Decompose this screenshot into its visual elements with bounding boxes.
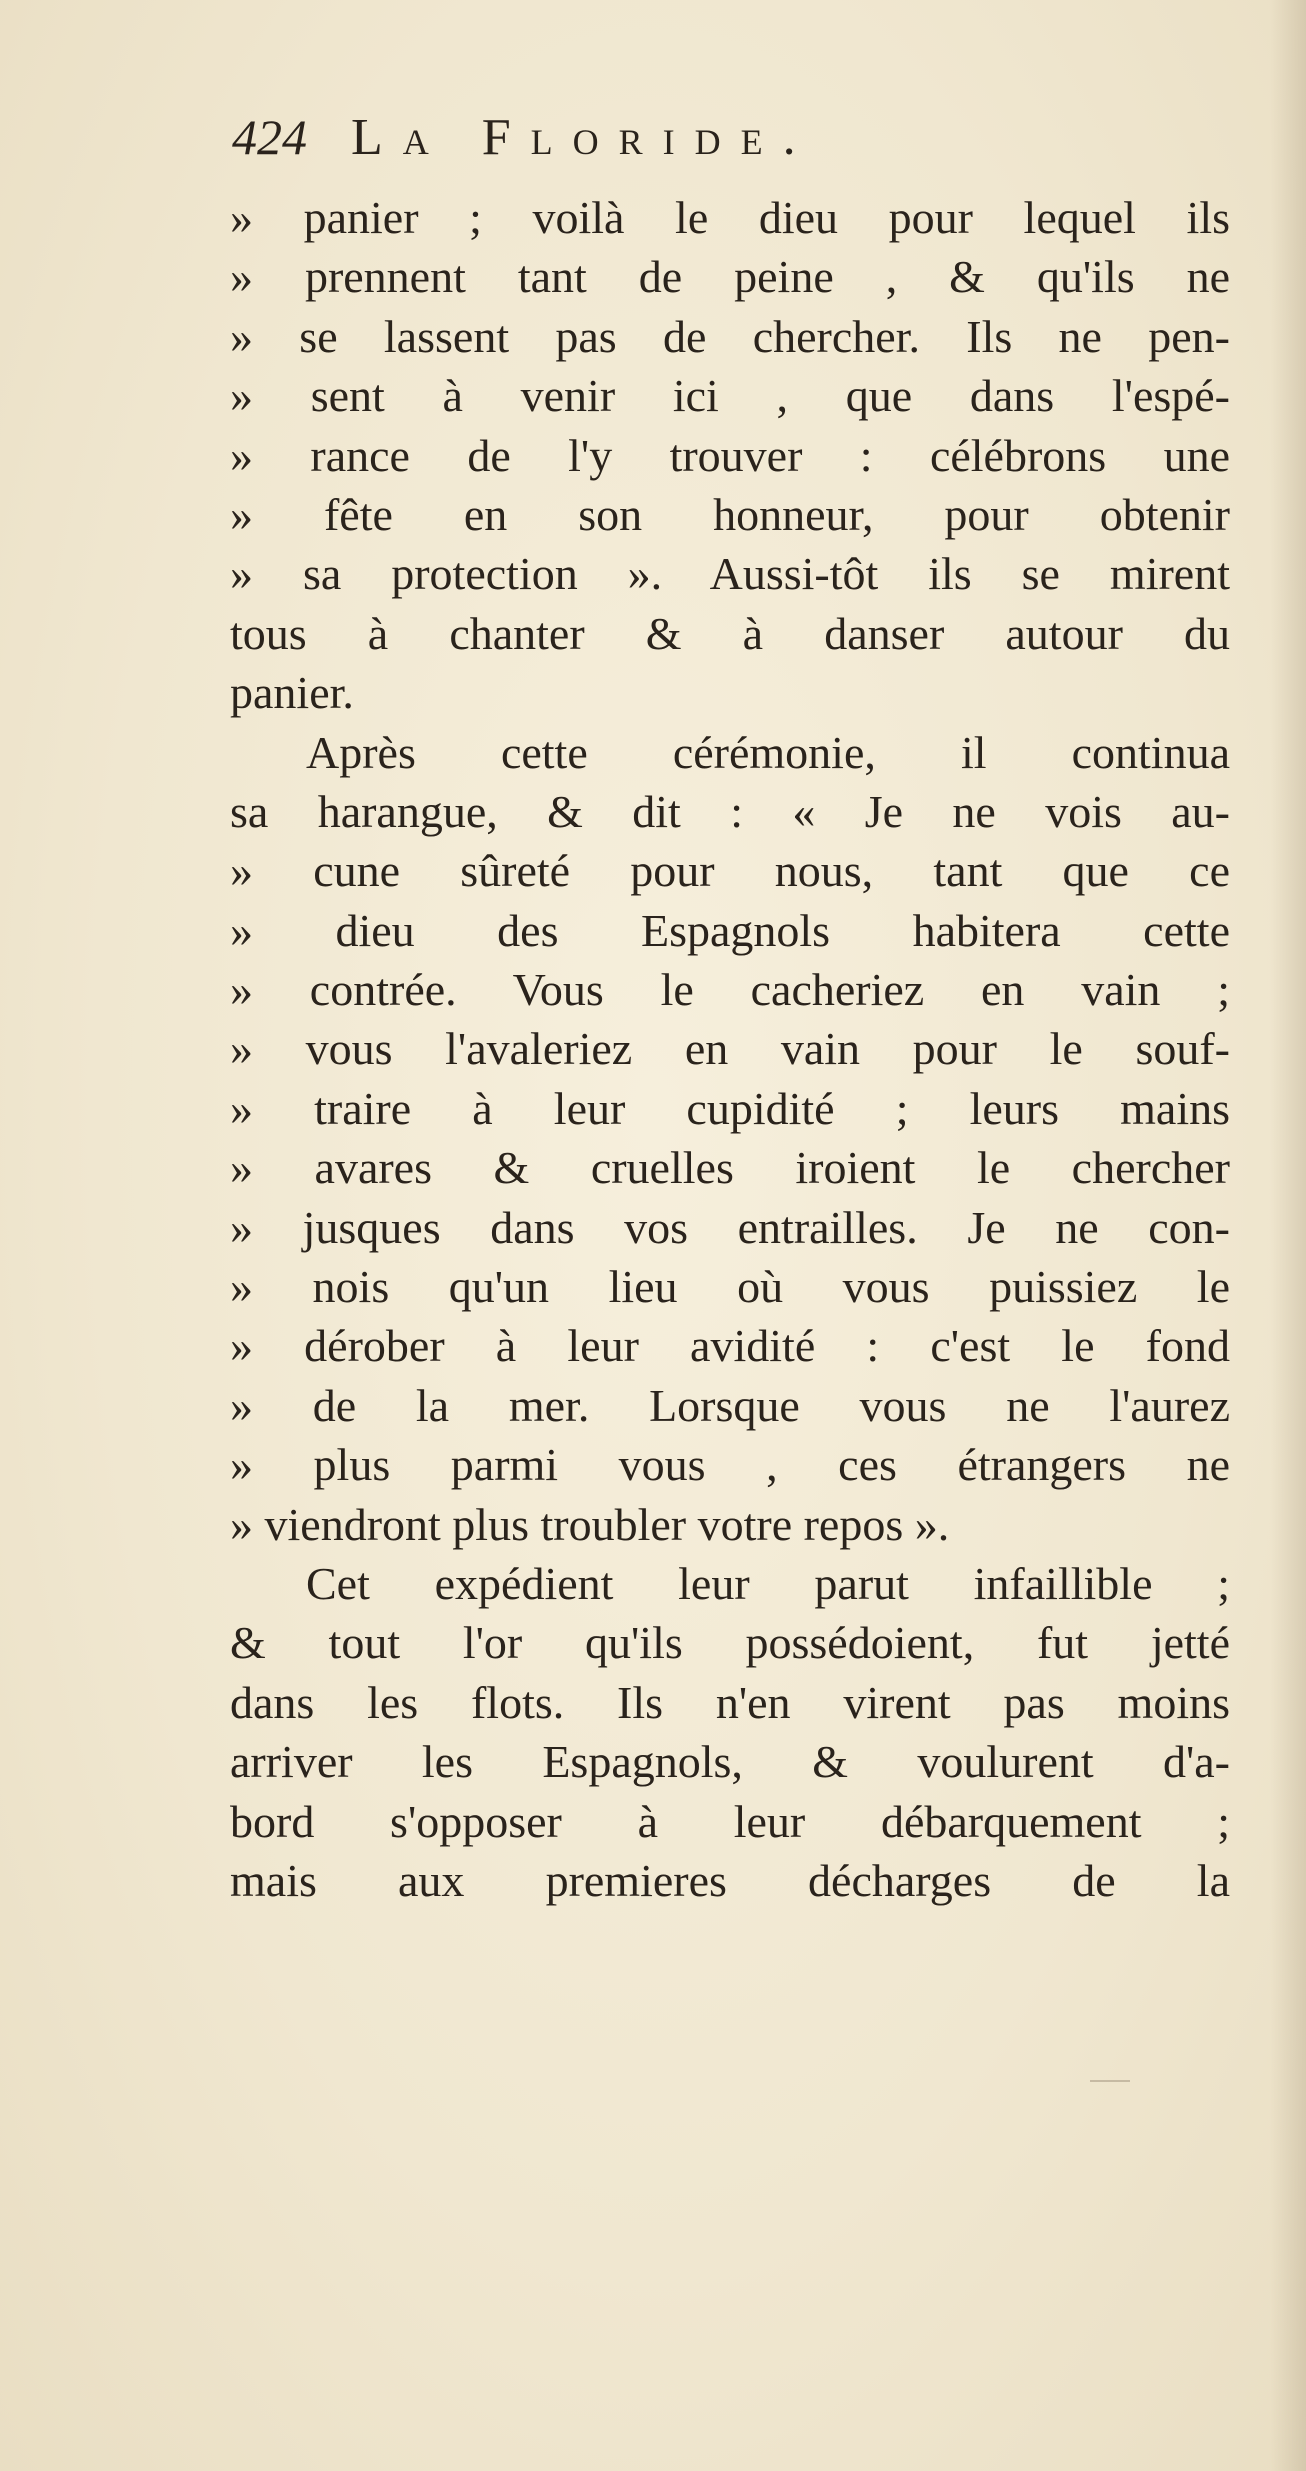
text-line: arriver les Espagnols, & voulurent d'a-	[230, 1736, 1230, 1788]
text-line: » sent à venir ici , que dans l'espé-	[230, 370, 1230, 422]
page-header	[232, 108, 816, 178]
text-line: » avares & cruelles iroient le chercher	[230, 1142, 1230, 1194]
paragraph-end-line: panier.	[230, 667, 354, 719]
text-line: » jusques dans vos entrailles. Je ne con-	[230, 1201, 1230, 1253]
text-line: » vous l'avaleriez en vain pour le souf-	[230, 1023, 1230, 1075]
text-line: » de la mer. Lorsque vous ne l'aurez	[230, 1379, 1230, 1431]
text-line: » panier ; voilà le dieu pour lequel ils	[230, 192, 1230, 243]
text-line: tous à chanter & à danser autour du	[230, 607, 1230, 659]
text-line: » plus parmi vous , ces étrangers ne	[230, 1439, 1230, 1491]
body-text	[230, 188, 1230, 1910]
text-line: » dérober à leur avidité : c'est le fond	[230, 1320, 1230, 1372]
text-line: » fête en son honneur, pour obtenir	[230, 488, 1230, 540]
text-line: bord s'opposer à leur débarquement ;	[230, 1795, 1230, 1847]
text-line: mais aux premieres décharges de la	[230, 1854, 1230, 1906]
running-title: La Floride.	[351, 109, 816, 166]
paragraph-end-line: » viendront plus troubler votre repos ».	[230, 1498, 950, 1550]
paper-mark	[1090, 2080, 1130, 2082]
text-line: » contrée. Vous le cacheriez en vain ;	[230, 964, 1230, 1016]
text-line: sa harangue, & dit : « Je ne vois au-	[230, 785, 1230, 837]
text-line: » se lassent pas de chercher. Ils ne pen-	[230, 310, 1230, 362]
text-line: » nois qu'un lieu où vous puissiez le	[230, 1261, 1230, 1313]
paragraph-start-line: Après cette cérémonie, il continua	[306, 726, 1230, 778]
text-line: » cune sûreté pour nous, tant que ce	[230, 845, 1230, 897]
text-line: dans les flots. Ils n'en virent pas moins	[230, 1676, 1230, 1728]
paragraph-start-line: Cet expédient leur parut infaillible ;	[306, 1557, 1230, 1609]
text-line: » traire à leur cupidité ; leurs mains	[230, 1082, 1230, 1134]
text-line: » rance de l'y trouver : célébrons une	[230, 429, 1230, 481]
text-line: » prennent tant de peine , & qu'ils ne	[230, 251, 1230, 303]
page-number: 424	[232, 109, 307, 165]
text-line: & tout l'or qu'ils possédoient, fut jetté	[230, 1617, 1230, 1669]
text-line: » dieu des Espagnols habitera cette	[230, 904, 1230, 956]
page-gutter-shadow	[1270, 0, 1306, 2471]
text-line: » sa protection ». Aussi-tôt ils se mirent	[230, 548, 1230, 600]
